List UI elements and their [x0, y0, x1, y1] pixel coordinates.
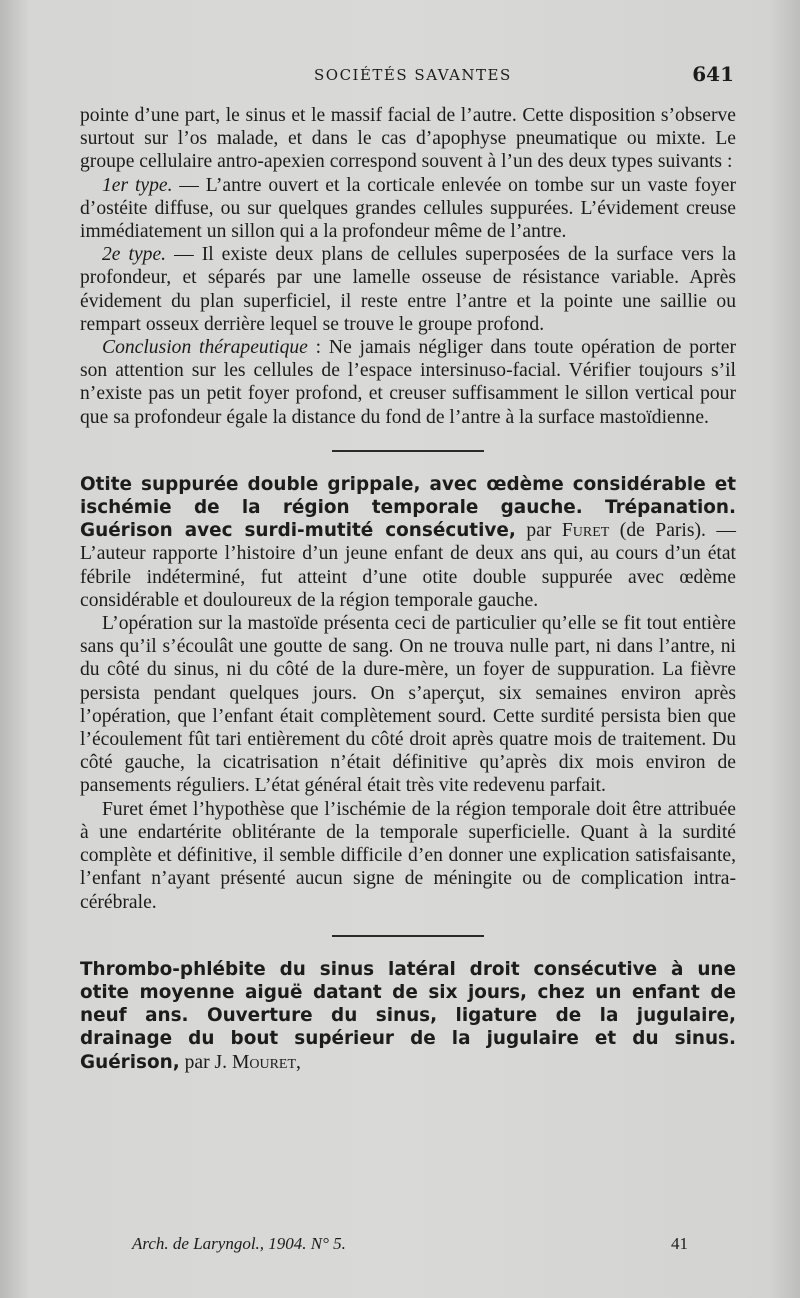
- article1-affiliation: (de Paris). —: [609, 520, 736, 542]
- conclusion-sep: :: [307, 337, 329, 359]
- section-separator-2: [332, 935, 484, 937]
- article1-lead: [80, 473, 736, 612]
- type2-dash: —: [166, 244, 202, 266]
- type2-text: Il existe deux plans de cellules superposées de la surface vers la profondeur, et séparés par une lamelle osseuse de résistance variable. Après évidement du plan superficiel, il reste entre l’antre et la pointe une saillie ou rempart osseux derrière lequel se trouve le groupe profond.: [80, 244, 736, 335]
- article1-by: par: [515, 520, 562, 542]
- article1-author: Furet: [561, 520, 610, 542]
- paragraph-type-1: [80, 174, 736, 244]
- article1-paragraph-3: Furet émet l’hypothèse que l’ischémie de la région temporale doit être attribuée à une endartérite oblitérante de la temporale superficielle. Quant à la surdité complète et définitive, il semble difficile d’en donner une explication satisfaisante, l’enfant n’ayant présenté aucun signe de méningite ou de complication intra-cérébrale.: [80, 798, 736, 913]
- type1-label: 1er type.: [102, 174, 173, 196]
- paragraph-type-2: [80, 243, 736, 336]
- conclusion-label: Conclusion thérapeutique: [102, 337, 308, 359]
- page-footer: [132, 1234, 688, 1258]
- article1-lead-text: L’auteur rapporte l’histoire d’un jeune enfant de deux ans qui, au cours d’un état fébrile indéterminé, fut atteint d’une otite double suppurée avec œdème considérable et douloureux de la région temporale gauche.: [80, 543, 736, 611]
- article2-author: Mouret,: [231, 1051, 301, 1073]
- page-header: [80, 62, 740, 90]
- article2-lead: [80, 958, 736, 1074]
- article2-by: par J.: [179, 1051, 232, 1073]
- page-number: 641: [692, 62, 734, 86]
- body-text: [80, 104, 736, 1074]
- paragraph-conclusion: [80, 336, 736, 429]
- article1-title: Otite suppurée double grippale, avec œdème considérable et ischémie de la région temporale gauche. Trépanation. Guérison avec surdi-mutité consécutive,: [80, 473, 736, 542]
- type1-text: L’antre ouvert et la corticale enlevée on tombe sur un vaste foyer d’ostéite diffuse, ou sur quelques grandes cellules suppurées. L’évidement creuse immédiatement un sillon qui a la profondeur même de l’antre.: [80, 174, 736, 243]
- footer-journal: Arch. de Laryngol., 1904. N° 5.: [132, 1234, 346, 1253]
- type1-dash: —: [172, 174, 206, 196]
- article2-title: Thrombo-phlébite du sinus latéral droit consécutive à une otite moyenne aiguë datant de six jours, chez un enfant de neuf ans. Ouverture du sinus, ligature de la jugulaire, drainage du bout supérieur de la jugulaire et du sinus. Guérison,: [80, 958, 736, 1073]
- article1-paragraph-2: L’opération sur la mastoïde présenta ceci de particulier qu’elle se fit tout entière sans qu’il s’écoulât une goutte de sang. On ne trouva nulle part, ni dans l’antre, ni du côté du sinus, ni du côté de la dure-mère, un foyer de suppuration. La fièvre persista pendant quelques jours. On s’aperçut, six semaines environ après l’opération, que l’enfant était complètement sourd. Cette surdité persista bien que l’écoulement fût tari entièrement du côté droit après quatre mois de traitement. Du côté gauche, la cicatrisation n’était définitive qu’après dix mois environ de pansements réguliers. L’état général était très vite redevenu parfait.: [80, 613, 736, 797]
- footer-signature: 41: [671, 1234, 688, 1253]
- conclusion-text: Ne jamais négliger dans toute opération de porter son attention sur les cellules de l’espace intersinuso-facial. Vérifier toujours s’il n’existe pas un petit foyer profond, et creuser suffisamment le sillon vertical pour que sa profondeur égale la distance du fond de l’antre à la surface mastoïdienne.: [80, 337, 736, 428]
- paragraph-intro: pointe d’une part, le sinus et le massif facial de l’autre. Cette disposition s’observe surtout sur l’os malade, et dans le cas d’apophyse pneumatique ou mixte. Le groupe cellulaire antro-apexien correspond souvent à l’un des deux types suivants :: [80, 105, 736, 173]
- type2-label: 2e type.: [102, 244, 167, 266]
- section-separator: [332, 450, 484, 452]
- running-title: SOCIÉTÉS SAVANTES: [314, 66, 512, 84]
